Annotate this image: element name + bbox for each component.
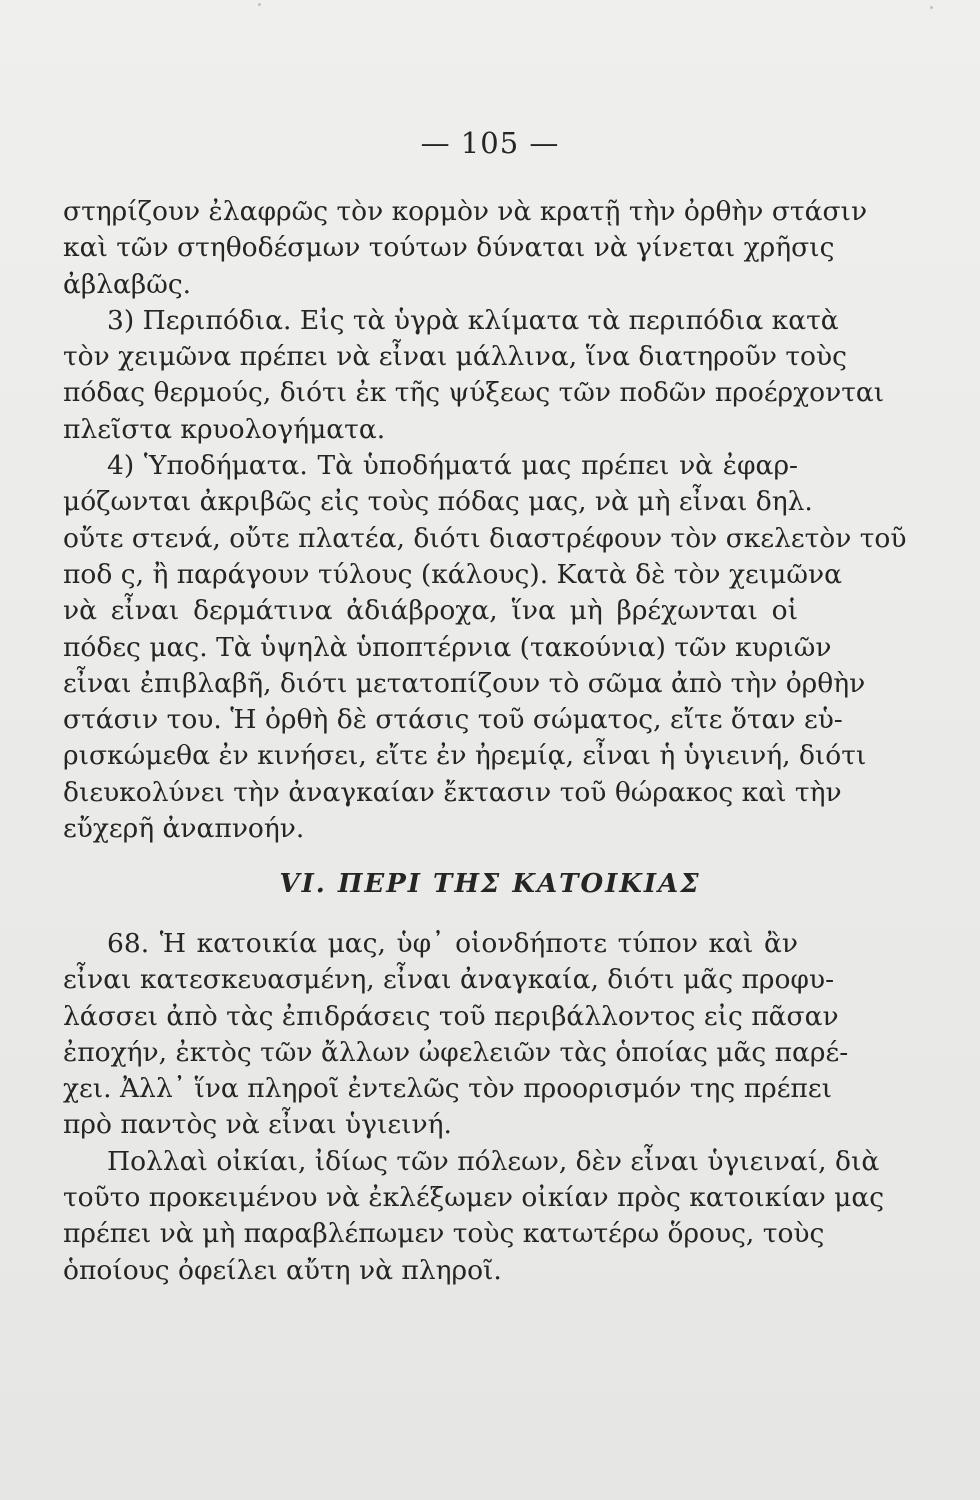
text-line: οὔτε στενά, οὔτε πλατέα, διότι διαστρέφουν τὸν σκελετὸν τοῦ (63, 522, 907, 554)
text-line: πρέπει νὰ μὴ παραβλέπωμεν τοὺς κατωτέρω ὅρους, τοὺς (63, 1218, 825, 1250)
text-line: ποδ ς, ἢ παράγουν τύλους (κάλους). Κατὰ δὲ τὸν χειμῶνα (63, 558, 842, 590)
text-line: ἀβλαβῶς. (63, 268, 192, 300)
text-line: εὔχερῆ ἀναπνοήν. (63, 813, 305, 845)
section-heading: VI. ΠΕΡΙ ΤΗΣ ΚΑΤΟΙΚΙΑΣ (279, 869, 701, 899)
text-line: ὁποίους ὀφείλει αὔτη νὰ πληροῖ. (63, 1254, 502, 1286)
text-line: πρὸ παντὸς νὰ εἶναι ὑγιεινή. (63, 1109, 452, 1141)
text-line: τὸν χειμῶνα πρέπει νὰ εἶναι μάλλινα, ἵνα διατηροῦν τοὺς (63, 341, 847, 373)
text-line: ρισκώμεθα ἐν κινήσει, εἴτε ἐν ἠρεμίᾳ, εἶναι ἡ ὑγιεινή, διότι (63, 740, 867, 772)
paper-speck (930, 6, 933, 9)
text-line: καὶ τῶν στηθοδέσμων τούτων δύναται νὰ γίνεται χρῆσις (63, 232, 835, 264)
text-line: πόδες μας. Τὰ ὑψηλὰ ὑποπτέρνια (τακούνια) τῶν κυριῶν (63, 631, 832, 663)
text-line: ἐποχήν, ἐκτὸς τῶν ἄλλων ὠφελειῶν τὰς ὁποίας μᾶς παρέ- (63, 1036, 849, 1068)
text-line: στηρίζουν ἐλαφρῶς τὸν κορμὸν νὰ κρατῇ τὴν ὀρθὴν στάσιν (63, 196, 868, 227)
text-line: πόδας θερμούς, διότι ἐκ τῆς ψύξεως τῶν ποδῶν προέρχονται (63, 377, 885, 409)
text-line: στάσιν του. Ἡ ὀρθὴ δὲ στάσις τοῦ σώματος, εἴτε ὅταν εὑ- (63, 704, 843, 736)
text-line: διευκολύνει τὴν ἀναγκαίαν ἔκτασιν τοῦ θώρακος καὶ τὴν (63, 776, 842, 808)
text-line: εἶναι κατεσκευασμένη, εἶναι ἀναγκαία, διότι μᾶς προφυ- (63, 964, 835, 996)
text-line: πλεῖστα κρυολογήματα. (63, 413, 386, 445)
text-line: 4) Ὑποδήματα. Τὰ ὑποδήματά μας πρέπει νὰ ἐφαρ- (107, 450, 798, 482)
paper-speck (258, 3, 261, 6)
text-line: λάσσει ἀπὸ τὰς ἐπιδράσεις τοῦ περιβάλλοντος εἰς πᾶσαν (63, 1000, 839, 1032)
text-line: νὰ εἶναι δερμάτινα ἀδιάβροχα, ἵνα μὴ βρέχωνται οἱ (63, 595, 798, 627)
text-line: 3) Περιπόδια. Εἰς τὰ ὑγρὰ κλίματα τὰ περιπόδια κατὰ (107, 304, 839, 336)
paragraph-block-clothing (63, 194, 907, 847)
text-line: χει. Ἀλλ᾽ ἵνα πληροῖ ἐντελῶς τὸν προορισμόν της πρέπει (63, 1073, 832, 1105)
text-line: 68. Ἡ κατοικία μας, ὑφ᾽ οἱονδήποτε τύπον καὶ ἂν (107, 928, 798, 959)
text-line: εἶναι ἐπιβλαβῆ, διότι μετατοπίζουν τὸ σῶμα ἀπὸ τὴν ὀρθὴν (63, 667, 866, 699)
page-number: — 105 — (420, 126, 560, 160)
paragraph-block-dwelling (63, 926, 885, 1289)
text-line: Πολλαὶ οἰκίαι, ἰδίως τῶν πόλεων, δὲν εἶναι ὑγιειναί, διὰ (107, 1145, 880, 1177)
text-line: μόζωνται ἀκριβῶς εἰς τοὺς πόδας μας, νὰ μὴ εἶναι δηλ. (63, 486, 813, 518)
text-line: τοῦτο προκειμένου νὰ ἐκλέξωμεν οἰκίαν πρὸς κατοικίαν μας (63, 1182, 885, 1214)
